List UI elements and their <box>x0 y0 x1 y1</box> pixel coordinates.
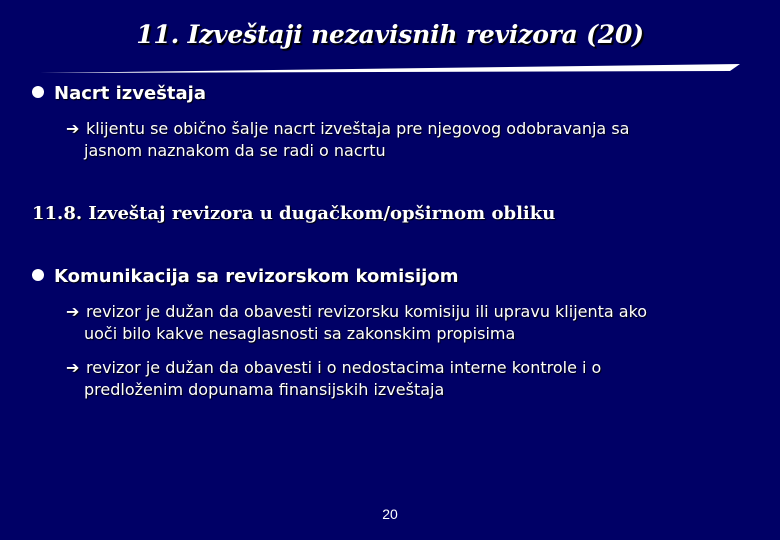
sub-bullet <box>66 301 746 345</box>
sub-bullet-line: predloženim dopunama finansijskih izveštaja <box>84 380 445 399</box>
bullet-dot-icon <box>32 269 44 281</box>
sub-bullet-line: revizor je dužan da obavesti i o nedostacima interne kontrole i o <box>86 358 602 377</box>
sub-bullet-line: jasnom naznakom da se radi o nacrtu <box>84 141 386 160</box>
section-heading: 11.8. Izveštaj revizora u dugačkom/opširnom obliku <box>32 203 556 224</box>
sub-bullet <box>66 357 746 401</box>
bullet-label: Komunikacija sa revizorskom komisijom <box>54 266 459 287</box>
page-number: 20 <box>382 506 398 522</box>
bullet-dot-icon <box>32 86 44 98</box>
sub-bullet-line: klijentu se obično šalje nacrt izveštaja pre njegovog odobravanja sa <box>86 119 630 138</box>
sub-bullet-line: uoči bilo kakve nesaglasnosti sa zakonskim propisima <box>84 324 516 343</box>
bullet-komunikacija <box>32 266 458 287</box>
bullet-label: Nacrt izveštaja <box>54 83 206 104</box>
sub-bullet <box>66 118 746 162</box>
slide-title: 11. Izveštaji nezavisnih revizora (20) <box>136 20 644 49</box>
arrow-right-icon: ➔ <box>66 119 80 138</box>
title-divider <box>40 64 740 74</box>
sub-bullet-line: revizor je dužan da obavesti revizorsku komisiju ili upravu klijenta ako <box>86 302 648 321</box>
arrow-right-icon: ➔ <box>66 302 80 321</box>
bullet-nacrt <box>32 83 206 104</box>
arrow-right-icon: ➔ <box>66 358 80 377</box>
